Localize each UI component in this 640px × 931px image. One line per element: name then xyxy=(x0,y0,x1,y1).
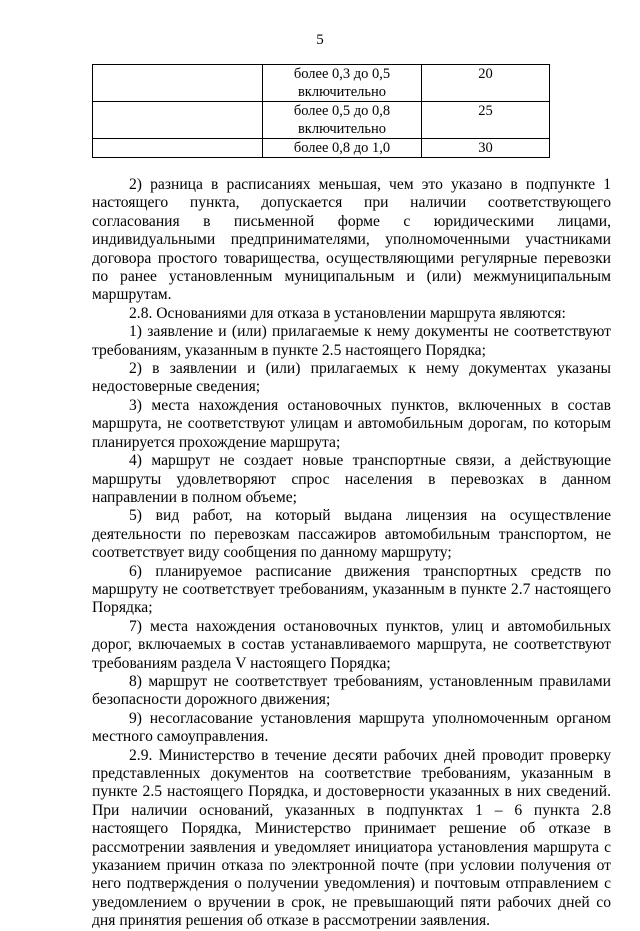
table-row xyxy=(93,102,550,139)
table-cell-value: 20 xyxy=(422,65,550,102)
paragraph-refusal-6: 6) планируемое расписание движения транспортных средств по маршруту не соответствует требованиям, указанным в пункте 2.7 настоящего Порядка; xyxy=(92,562,611,617)
continuation-table xyxy=(92,64,550,158)
paragraph-2-9: 2.9. Министерство в течение десяти рабочих дней проводит проверку представленных документов на соответствие требованиям, указанным в пункте 2.5 настоящего Порядка, и достоверности указанных в них сведений. При наличии оснований, указанных в подпунктах 1 – 6 пункта 2.8 настоящего Порядка, Министерство принимает решение об отказе в рассмотрении заявления и уведомляет инициатора установления маршрута с указанием причин отказа по электронной почте (при условии получения от него подтверждения о получении уведомления) и почтовым отправлением с уведомлением о вручении в срок, не превышающий пяти рабочих дней со дня принятия решения об отказе в рассмотрении заявления. xyxy=(92,746,611,930)
paragraph-refusal-3: 3) места нахождения остановочных пунктов, включенных в состав маршрута, не соответствуют улицам и автомобильным дорогам, по которым планируется прохождение маршрута; xyxy=(92,396,611,451)
paragraph-refusal-8: 8) маршрут не соответствует требованиям, установленным правилами безопасности дорожного движения; xyxy=(92,672,611,709)
paragraph-refusal-7: 7) места нахождения остановочных пунктов, улиц и автомобильных дорог, включаемых в состав устанавливаемого маршрута, не соответствуют требованиям раздела V настоящего Порядка; xyxy=(92,617,611,672)
paragraph-refusal-2: 2) в заявлении и (или) прилагаемых к нему документах указаны недостоверные сведения; xyxy=(92,360,611,396)
table-cell-range: более 0,5 до 0,8 включительно xyxy=(263,102,422,139)
paragraph-subitem-2: 2) разница в расписаниях меньшая, чем это указано в подпункте 1 настоящего пункта, допускается при наличии соответствующего согласования в письменной форме с юридическими лицами, индивидуальными предпринимателями, уполномоченными участниками договора простого товарищества, осуществляющими регулярные перевозки по ранее установленным муниципальным и (или) межмуниципальным маршрутам. xyxy=(92,176,611,304)
paragraph-refusal-5: 5) вид работ, на который выдана лицензия на осуществление деятельности по перевозкам пассажиров автомобильным транспортом, не соответствует виду сообщения по данному маршруту; xyxy=(92,507,611,562)
table-cell-empty xyxy=(93,139,263,158)
table-row xyxy=(93,65,550,102)
table-cell-value: 25 xyxy=(422,102,550,139)
document-body xyxy=(92,176,611,931)
paragraph-refusal-4: 4) маршрут не создает новые транспортные связи, а действующие маршруты удовлетворяют спрос населения в перевозках в данном направлении в полном объеме; xyxy=(92,452,611,506)
paragraph-2-8-heading: 2.8. Основаниями для отказа в установлении маршрута являются: xyxy=(129,304,566,322)
paragraph-refusal-1: 1) заявление и (или) прилагаемые к нему документы не соответствуют требованиям, указанным в пункте 2.5 настоящего Порядка; xyxy=(92,323,611,359)
paragraph-refusal-9: 9) несогласование установления маршрута уполномоченным органом местного самоуправления. xyxy=(92,709,611,746)
table-cell-value: 30 xyxy=(422,139,550,158)
table-row xyxy=(93,139,550,158)
table-cell-empty xyxy=(93,65,263,102)
page-number: 5 xyxy=(316,32,324,48)
table-cell-range: более 0,3 до 0,5 включительно xyxy=(263,65,422,102)
table-cell-range: более 0,8 до 1,0 xyxy=(263,139,422,158)
table-cell-empty xyxy=(93,102,263,139)
